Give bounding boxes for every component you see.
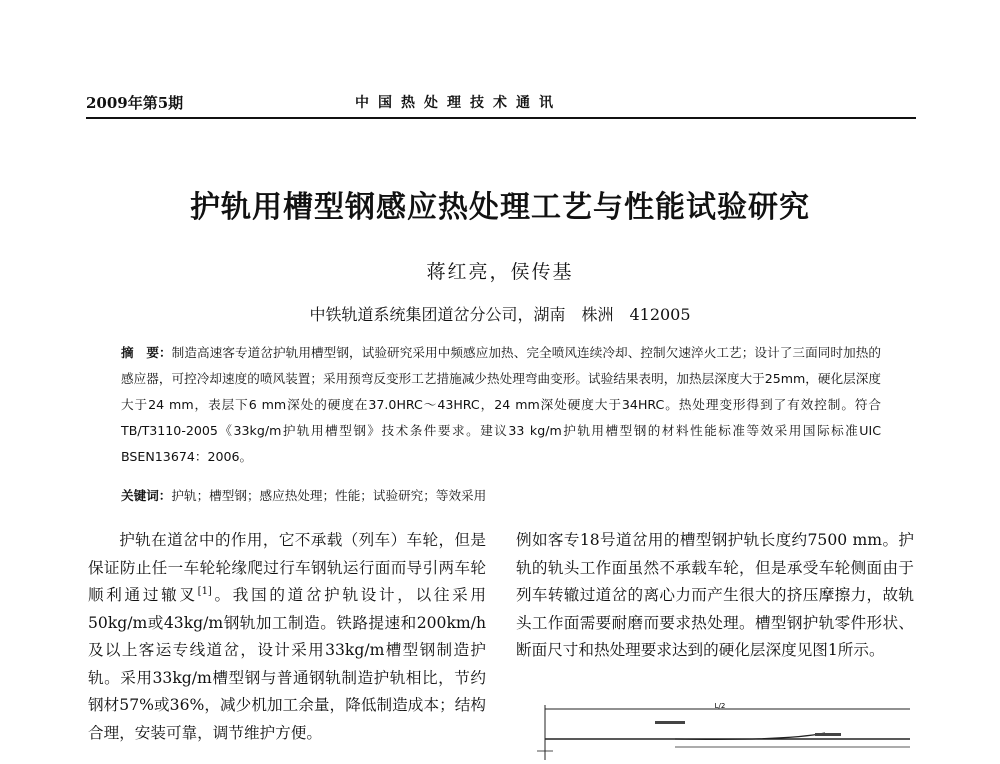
body-column-left bbox=[88, 527, 486, 747]
paragraph-intro-part2: 。我国的道岔护轨设计，以往采用50kg/m或43kg/m钢轨加工制造。铁路提速和200km/h及以上客运专线道岔，设计采用33kg/m槽型钢制造护轨。采用33kg/m槽型钢与普通钢轨制造护轨相比，节约钢材57%或36%，减少机加工余量，降低制造成本；结构合理，安装可靠，调节维护方便。 bbox=[88, 586, 486, 742]
paper-authors: 蒋红亮，侯传基 bbox=[426, 261, 574, 283]
header-rule bbox=[86, 117, 916, 119]
abstract-text: 制造高速客专道岔护轨用槽型钢，试验研究采用中频感应加热、完全喷风连续冷却、控制欠速淬火工艺；设计了三面同时加热的感应器，可控冷却速度的喷风装置；采用预弯反变形工艺措施减少热处理弯曲变形。试验结果表明，加热层深度大于25mm，硬化层深度大于24 mm，表层下6 mm深处的硬度在37.0HRC～43HRC，24 mm深处硬度大于34HRC。热处理变形得到了有效控制。符合TB/T3110-2005《33kg/m护轨用槽型钢》技术条件要求。建议33 kg/m护轨用槽型钢的材料性能标准等效采用国际标准UIC BSEN13674：2006。 bbox=[121, 345, 882, 464]
keywords bbox=[121, 485, 881, 504]
issue-label: 2009年第5期 bbox=[86, 94, 184, 112]
paragraph-continued: 例如客专18号道岔用的槽型钢护轨长度约7500 mm。护轨的轨头工作面虽然不承载车轮，但是承受车轮侧面由于列车转辙过道岔的离心力而产生很大的挤压摩擦力，故轨头工作面需要耐磨而要求热处理。槽型钢护轨零件形状、断面尺寸和热处理要求达到的硬化层深度见图1所示。 bbox=[516, 531, 914, 659]
callout-tag-right bbox=[815, 733, 841, 736]
journal-name: 中国热处理技术通讯 bbox=[355, 95, 562, 111]
figure-1-partial bbox=[525, 703, 915, 760]
paper-title: 护轨用槽型钢感应热处理工艺与性能试验研究 bbox=[190, 190, 810, 225]
body-column-right bbox=[516, 527, 914, 665]
paper-affiliation: 中铁轨道系统集团道岔分公司，湖南 株洲 412005 bbox=[309, 305, 691, 324]
abstract-label: 摘 要： bbox=[121, 345, 172, 360]
keywords-text: 护轨；槽型钢；感应热处理；性能；试验研究；等效采用 bbox=[171, 488, 487, 503]
dimension-label: L/2 bbox=[714, 703, 726, 710]
callout-tag bbox=[655, 721, 685, 724]
paragraph-intro bbox=[88, 527, 486, 747]
paragraph-intro-part1: 护轨在道岔中的作用，它不承载（列车）车轮，但是保证防止任一车轮轮缘爬过行车钢轨运行面而导引两车轮顺利通过辙叉 bbox=[88, 531, 486, 604]
abstract bbox=[121, 340, 881, 470]
figure-1-drawing bbox=[525, 703, 915, 760]
keywords-label: 关键词： bbox=[121, 488, 172, 503]
reference-marker[interactable]: [1] bbox=[197, 585, 212, 597]
